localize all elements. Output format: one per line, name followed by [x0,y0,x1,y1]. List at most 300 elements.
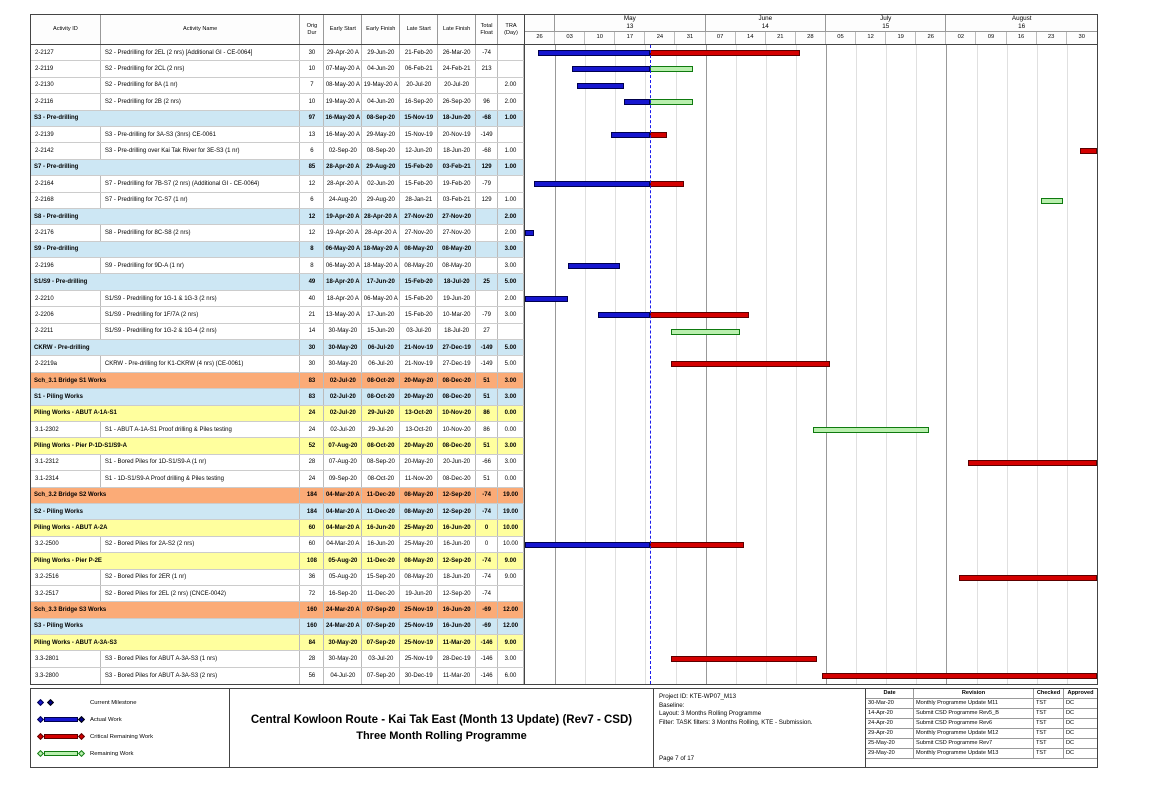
gantt-bar-remaining [1041,198,1063,204]
cell-late-start: 20-May-20 [400,389,438,404]
cell-late-finish: 26-Mar-20 [438,45,476,60]
cell-orig-dur: 12 [300,209,324,224]
cell-orig-dur: 28 [300,455,324,470]
gantt-bar-critical [671,361,830,367]
week-label: 07 [706,32,736,44]
schedule-table [30,14,1098,685]
gantt-chart [525,45,1097,684]
revision-cell: 29-May-20 [866,749,914,758]
cell-early-start: 05-Aug-20 [324,570,362,585]
gantt-lane [525,160,1097,176]
cell-activity-id: 2-2196 [31,258,101,273]
cell-tra: 12.00 [498,619,524,634]
cell-orig-dur: 8 [300,242,324,257]
cell-early-start: 30-May-20 [324,324,362,339]
col-header-early-finish: Early Finish [362,15,400,44]
cell-early-finish: 07-Sep-20 [362,619,400,634]
activity-row [31,78,524,94]
col-header-late-finish: Late Finish [438,15,476,44]
cell-summary-name: Sch_3.2 Bridge S2 Works [31,488,300,503]
cell-late-start: 28-Jan-21 [400,193,438,208]
gantt-bar-remaining [671,329,740,335]
activity-row [31,455,524,471]
cell-late-start: 21-Nov-19 [400,340,438,355]
cell-activity-name: S3 - Pre-drilling for 3A-S3 (3nrs) CE-0061 [101,127,301,142]
cell-early-start: 04-Mar-20 A [324,504,362,519]
cell-late-finish: 10-Nov-20 [438,406,476,421]
cell-activity-id: 2-2139 [31,127,101,142]
summary-row [31,504,524,520]
cell-late-finish: 18-Jun-20 [438,111,476,126]
cell-late-finish: 08-Dec-20 [438,389,476,404]
revision-row [866,709,1097,719]
timeline-months [525,15,1097,32]
legend [30,688,230,768]
cell-late-finish: 19-Jun-20 [438,291,476,306]
cell-summary-name: CKRW - Pre-drilling [31,340,300,355]
cell-total-float: -149 [476,127,498,142]
gantt-bar-actual [568,263,620,269]
cell-orig-dur: 184 [300,488,324,503]
cell-tra [498,45,524,60]
cell-early-finish: 29-May-20 [362,127,400,142]
summary-row [31,160,524,176]
cell-orig-dur: 84 [300,635,324,650]
cell-late-start: 15-Nov-19 [400,127,438,142]
cell-summary-name: Piling Works - Pier P-2E [31,553,300,568]
cell-total-float: 129 [476,193,498,208]
cell-activity-id: 3.2-2516 [31,570,101,585]
cell-total-float: 86 [476,406,498,421]
cell-early-start: 30-May-20 [324,356,362,371]
gantt-bar-actual [525,296,568,302]
cell-orig-dur: 13 [300,127,324,142]
cell-tra: 1.00 [498,111,524,126]
cell-late-finish: 16-Jun-20 [438,619,476,634]
activity-row [31,61,524,77]
cell-early-start: 19-Apr-20 A [324,209,362,224]
cell-early-start: 02-Jul-20 [324,422,362,437]
cell-activity-id: 3.1-2302 [31,422,101,437]
cell-summary-name: S7 - Pre-drilling [31,160,300,175]
summary-row [31,488,524,504]
cell-late-finish: 08-May-20 [438,242,476,257]
gantt-lane [525,340,1097,356]
cell-late-start: 11-Nov-20 [400,471,438,486]
week-label: 02 [946,32,976,44]
cell-tra [498,61,524,76]
revision-cell: Monthly Programme Update M13 [914,749,1034,758]
cell-late-start: 30-Dec-19 [400,668,438,684]
cell-early-start: 29-Apr-20 A [324,45,362,60]
cell-late-start: 15-Feb-20 [400,291,438,306]
actual-work-bar-icon [38,717,84,722]
cell-late-finish: 20-Jul-20 [438,78,476,93]
gantt-bar-critical [650,50,801,56]
cell-late-start: 08-May-20 [400,242,438,257]
gantt-bar-actual [534,181,650,187]
cell-activity-id: 3.3-2800 [31,668,101,684]
gantt-lane [525,193,1097,209]
cell-tra: 2.00 [498,94,524,109]
cell-late-finish: 11-Mar-20 [438,635,476,650]
cell-late-start: 25-Nov-19 [400,619,438,634]
cell-activity-id: 3.2-2500 [31,537,101,552]
cell-orig-dur: 10 [300,94,324,109]
cell-orig-dur: 184 [300,504,324,519]
cell-orig-dur: 6 [300,193,324,208]
cell-late-finish: 18-Jul-20 [438,324,476,339]
cell-total-float: -74 [476,553,498,568]
gantt-bar-critical [650,542,745,548]
cell-late-start: 15-Feb-20 [400,274,438,289]
cell-activity-name: S8 - Predrilling for 8C-S8 (2 nrs) [101,225,301,240]
gantt-lane [525,488,1097,504]
cell-activity-id: 2-2164 [31,176,101,191]
cell-late-finish: 12-Sep-20 [438,586,476,601]
cell-orig-dur: 6 [300,143,324,158]
remaining-work-bar-icon [38,751,84,756]
gantt-lane [525,45,1097,61]
cell-late-start: 25-Nov-19 [400,602,438,617]
revision-table [865,688,1098,768]
cell-early-finish: 04-Jun-20 [362,61,400,76]
cell-early-start: 28-Apr-20 A [324,160,362,175]
cell-early-finish: 07-Sep-20 [362,602,400,617]
revision-header-row [866,689,1097,699]
cell-early-start: 28-Apr-20 A [324,176,362,191]
activity-row [31,651,524,667]
gantt-bar-actual [525,230,534,236]
revision-cell: DC [1066,710,1075,717]
gantt-lane [525,209,1097,225]
cell-orig-dur: 30 [300,45,324,60]
cell-orig-dur: 97 [300,111,324,126]
gantt-bar-remaining [650,99,693,105]
week-label: 05 [826,32,856,44]
cell-early-start: 08-May-20 A [324,78,362,93]
summary-row [31,111,524,127]
filter-line: Filter: TASK filters: 3 Months Rolling, KTE - Submission. [659,719,813,727]
cell-activity-name: S2 - Predrilling for 2B (2 nrs) [101,94,301,109]
cell-late-finish: 12-Sep-20 [438,553,476,568]
revision-cell: TST [1034,709,1064,718]
gantt-lane [525,504,1097,520]
programme-title: Central Kowloon Route - Kai Tak East (Month 13 Update) (Rev7 - CSD) [250,714,633,727]
gantt-bar-critical [650,181,684,187]
cell-early-start: 30-May-20 [324,651,362,666]
cell-total-float: -146 [476,635,498,650]
cell-late-start: 20-May-20 [400,438,438,453]
cell-tra: 5.00 [498,274,524,289]
cell-tra: 5.00 [498,340,524,355]
summary-row [31,635,524,651]
cell-total-float [476,258,498,273]
cell-orig-dur: 72 [300,586,324,601]
gantt-bar-actual [525,542,650,548]
cell-early-finish: 08-Oct-20 [362,373,400,388]
cell-orig-dur: 52 [300,438,324,453]
cell-summary-name: Sch_3.3 Bridge S3 Works [31,602,300,617]
cell-orig-dur: 12 [300,176,324,191]
cell-early-finish: 19-May-20 A [362,78,400,93]
cell-late-start: 15-Nov-19 [400,111,438,126]
gantt-lane [525,651,1097,667]
cell-late-start: 15-Feb-20 [400,160,438,175]
cell-orig-dur: 49 [300,274,324,289]
cell-early-finish: 29-Jul-20 [362,422,400,437]
cell-total-float: 51 [476,471,498,486]
table-header-row [31,15,1097,45]
cell-early-finish: 15-Sep-20 [362,570,400,585]
cell-total-float: -149 [476,340,498,355]
gantt-bar-actual [598,312,650,318]
gantt-lane [525,422,1097,438]
cell-early-start: 05-Aug-20 [324,553,362,568]
summary-row [31,553,524,569]
cell-orig-dur: 8 [300,258,324,273]
data-date-line [650,45,651,684]
cell-orig-dur: 12 [300,225,324,240]
activity-row [31,471,524,487]
cell-late-finish: 10-Nov-20 [438,422,476,437]
cell-late-start: 03-Jul-20 [400,324,438,339]
gantt-lane [525,602,1097,618]
cell-late-start: 27-Nov-20 [400,209,438,224]
schedule-body [31,45,1097,684]
revision-row [866,739,1097,749]
cell-late-finish: 03-Feb-21 [438,193,476,208]
cell-late-finish: 08-Dec-20 [438,373,476,388]
activity-row [31,422,524,438]
cell-early-finish: 06-May-20 A [362,291,400,306]
cell-total-float: -69 [476,619,498,634]
gantt-lane [525,553,1097,569]
cell-late-finish: 19-Feb-20 [438,176,476,191]
cell-late-finish: 26-Sep-20 [438,94,476,109]
cell-early-start: 06-May-20 A [324,242,362,257]
activity-row [31,570,524,586]
cell-orig-dur: 30 [300,340,324,355]
week-label: 14 [736,32,766,44]
activity-row [31,127,524,143]
rev-col-revision: Revision [914,689,1034,698]
cell-late-start: 20-Jul-20 [400,78,438,93]
cell-total-float: 51 [476,438,498,453]
cell-late-start: 20-May-20 [400,455,438,470]
cell-activity-name: S2 - Bored Piles for 2A-S2 (2 nrs) [101,537,301,552]
revision-cell: TST [1034,749,1064,758]
gantt-lane [525,127,1097,143]
revision-row [866,749,1097,759]
cell-total-float [476,209,498,224]
gantt-lane [525,438,1097,454]
cell-early-finish: 06-Jul-20 [362,356,400,371]
legend-label: Critical Remaining Work [90,733,154,740]
revision-cell: DC [1066,720,1075,727]
cell-tra: 1.00 [498,193,524,208]
cell-early-start: 04-Mar-20 A [324,537,362,552]
gantt-lane [525,78,1097,94]
cell-activity-name: S1 - 1D-S1/S9-A Proof drilling & Piles testing [101,471,301,486]
cell-orig-dur: 85 [300,160,324,175]
activity-row [31,143,524,159]
cell-early-start: 16-May-20 A [324,111,362,126]
timeline-header [525,15,1097,44]
cell-summary-name: Piling Works - ABUT A-3A-S3 [31,635,300,650]
column-headers [31,15,525,44]
gantt-lane [525,258,1097,274]
cell-summary-name: S1/S9 - Pre-drilling [31,274,300,289]
gantt-lane [525,291,1097,307]
cell-late-finish: 28-Dec-19 [438,651,476,666]
cell-late-finish: 16-Jun-20 [438,520,476,535]
legend-label: Remaining Work [90,750,134,757]
cell-activity-id: 2-2127 [31,45,101,60]
cell-early-start: 09-Sep-20 [324,471,362,486]
cell-activity-name: S1 - Bored Piles for 1D-S1/S9-A (1 nr) [101,455,301,470]
week-label: 24 [645,32,675,44]
cell-early-finish: 11-Dec-20 [362,553,400,568]
cell-activity-id: 3.1-2314 [31,471,101,486]
cell-tra: 10.00 [498,520,524,535]
cell-tra: 0.00 [498,406,524,421]
cell-tra: 12.00 [498,602,524,617]
cell-activity-id: 2-2168 [31,193,101,208]
cell-activity-id: 2-2116 [31,94,101,109]
col-header-orig-dur: Orig Dur [300,15,324,44]
cell-early-start: 24-Aug-20 [324,193,362,208]
gantt-lane [525,324,1097,340]
revision-cell: 30-Mar-20 [866,699,914,708]
cell-early-finish: 08-Oct-20 [362,438,400,453]
cell-summary-name: Piling Works - ABUT A-2A [31,520,300,535]
cell-early-finish: 18-May-20 A [362,258,400,273]
cell-total-float: -68 [476,111,498,126]
cell-total-float: -146 [476,668,498,684]
cell-activity-id: 2-2206 [31,307,101,322]
gantt-lane [525,406,1097,422]
cell-tra: 0.00 [498,422,524,437]
cell-early-finish: 15-Jun-20 [362,324,400,339]
gantt-lane [525,274,1097,290]
gantt-lane [525,61,1097,77]
gantt-bar-critical [650,312,749,318]
col-header-tra: TRA (Day) [504,23,518,36]
revision-cell: 14-Apr-20 [866,709,914,718]
cell-total-float [476,291,498,306]
legend-item-actual-work [38,717,222,723]
project-id-line: Project ID: KTE-WP07_M13 [659,693,737,701]
revision-row [866,729,1097,739]
gantt-bar-actual [611,132,650,138]
activity-row [31,258,524,274]
cell-late-start: 13-Oct-20 [400,406,438,421]
cell-late-finish: 18-Jul-20 [438,274,476,289]
summary-row [31,438,524,454]
cell-late-start: 25-May-20 [400,520,438,535]
cell-early-start: 06-May-20 A [324,258,362,273]
cell-late-finish: 27-Dec-19 [438,356,476,371]
week-label: 09 [976,32,1006,44]
cell-activity-name: S3 - Pre-drilling over Kai Tak River for 3E-S3 (1 nr) [101,143,301,158]
cell-total-float: -146 [476,651,498,666]
cell-activity-id: 2-2130 [31,78,101,93]
cell-total-float: -74 [476,488,498,503]
cell-late-finish: 12-Sep-20 [438,504,476,519]
cell-summary-name: Piling Works - ABUT A-1A-S1 [31,406,300,421]
gantt-lane [525,537,1097,553]
cell-summary-name: S8 - Pre-drilling [31,209,300,224]
col-header-activity-id: Activity ID [31,15,101,44]
cell-summary-name: S3 - Piling Works [31,619,300,634]
week-label: 26 [916,32,946,44]
cell-total-float: -69 [476,602,498,617]
summary-row [31,340,524,356]
cell-orig-dur: 56 [300,668,324,684]
cell-early-start: 04-Mar-20 A [324,488,362,503]
cell-total-float: -74 [476,45,498,60]
cell-late-finish: 20-Jun-20 [438,455,476,470]
legend-label: Current Milestone [90,699,137,706]
cell-late-start: 15-Feb-20 [400,307,438,322]
cell-orig-dur: 14 [300,324,324,339]
cell-late-start: 21-Nov-19 [400,356,438,371]
cell-total-float: 0 [476,537,498,552]
revision-cell: TST [1034,699,1064,708]
gantt-lane [525,635,1097,651]
cell-early-finish: 18-May-20 A [362,242,400,257]
gantt-bar-critical [1080,148,1097,154]
month-label-may: May 13 [555,15,706,31]
cell-early-start: 04-Jul-20 [324,668,362,684]
activity-row [31,193,524,209]
cell-late-start: 25-Nov-19 [400,635,438,650]
week-label: 26 [525,32,555,44]
cell-activity-name: S7 - Predrilling for 7C-S7 (1 nr) [101,193,301,208]
activity-row [31,94,524,110]
cell-activity-name: S7 - Predrilling for 7B-S7 (2 nrs) (Additional GI - CE-0064) [101,176,301,191]
cell-total-float: -149 [476,356,498,371]
activity-row [31,291,524,307]
layout-line: Layout: 3 Months Rolling Programme [659,710,762,718]
cell-late-start: 08-May-20 [400,258,438,273]
cell-late-start: 08-May-20 [400,504,438,519]
cell-tra: 9.00 [498,570,524,585]
legend-item-remaining-work [38,751,222,757]
cell-late-finish: 20-Nov-19 [438,127,476,142]
title-block [229,688,654,768]
gantt-bar-critical [822,673,1097,679]
gantt-lane [525,619,1097,635]
week-label: 10 [585,32,615,44]
cell-total-float: -79 [476,176,498,191]
cell-tra: 1.00 [498,143,524,158]
cell-early-finish: 08-Sep-20 [362,111,400,126]
cell-late-finish: 18-Jun-20 [438,143,476,158]
summary-row [31,602,524,618]
cell-total-float: -79 [476,307,498,322]
activity-row [31,45,524,61]
cell-late-finish: 08-May-20 [438,258,476,273]
cell-activity-name: S9 - Predrilling for 9D-A (1 nr) [101,258,301,273]
revision-cell: TST [1034,729,1064,738]
gantt-bar-critical [650,132,667,138]
cell-activity-name: S2 - Predrilling for 8A (1 nr) [101,78,301,93]
cell-activity-name: S2 - Predrilling for 2EL (2 nrs) [Additional GI - CE-0064] [101,45,301,60]
cell-late-finish: 27-Nov-20 [438,209,476,224]
cell-early-start: 02-Sep-20 [324,143,362,158]
